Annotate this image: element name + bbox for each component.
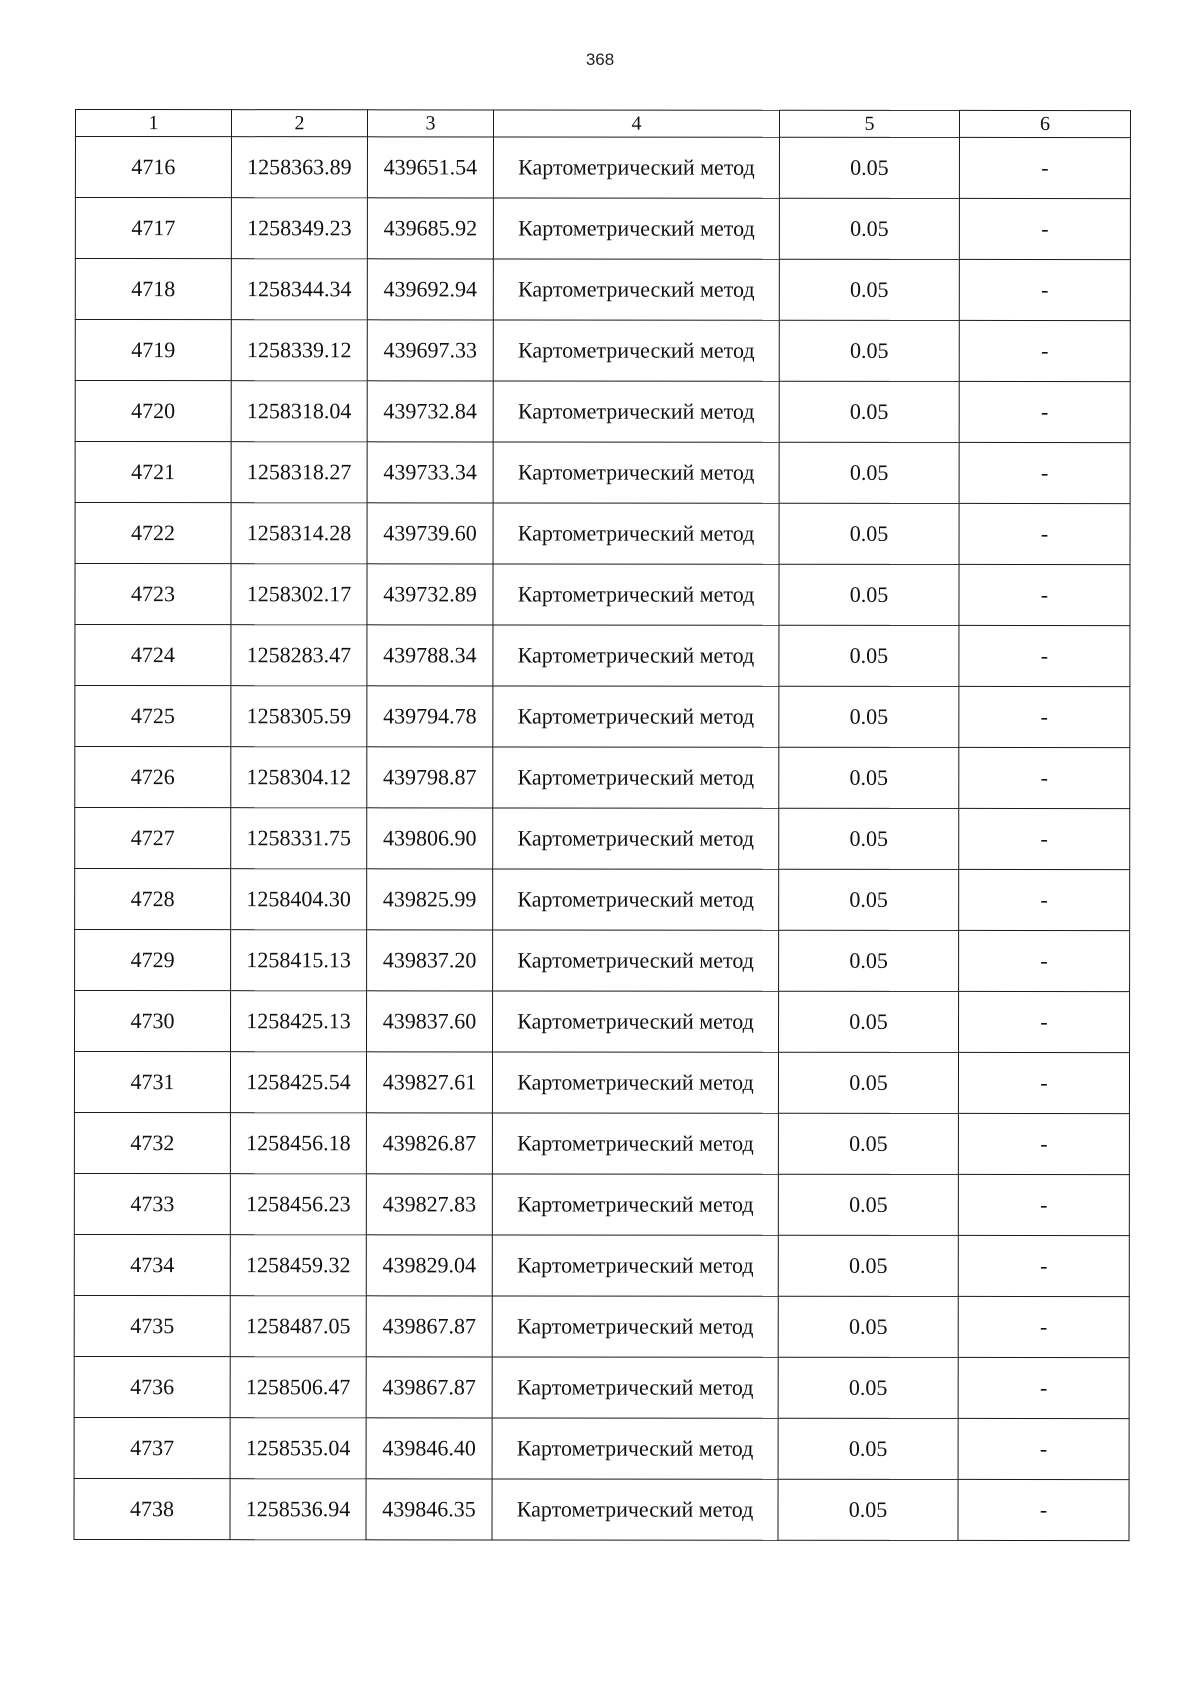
x-coordinate-cell: 1258331.75: [231, 808, 367, 869]
x-coordinate-cell: 1258536.94: [230, 1479, 366, 1540]
accuracy-cell: 0.05: [779, 564, 959, 625]
description-cell: -: [959, 320, 1130, 381]
table-row: [75, 442, 1130, 504]
table-row: [75, 137, 1130, 199]
accuracy-cell: 0.05: [778, 1174, 958, 1235]
point-number-cell: 4718: [75, 259, 231, 320]
coordinates-table: [74, 109, 1131, 1541]
point-number-cell: 4724: [75, 625, 231, 686]
description-cell: -: [959, 137, 1130, 198]
table-row: [75, 564, 1130, 626]
table-row: [75, 869, 1130, 931]
description-cell: -: [959, 564, 1130, 625]
table-row: [75, 259, 1130, 321]
y-coordinate-cell: 439829.04: [366, 1235, 492, 1296]
point-number-cell: 4721: [75, 442, 231, 503]
y-coordinate-cell: 439827.61: [366, 1052, 492, 1113]
x-coordinate-cell: 1258318.27: [231, 442, 367, 503]
description-cell: -: [959, 686, 1130, 747]
x-coordinate-cell: 1258339.12: [231, 320, 367, 381]
description-cell: -: [959, 991, 1130, 1052]
description-cell: -: [958, 1174, 1129, 1235]
y-coordinate-cell: 439825.99: [367, 869, 493, 930]
point-number-cell: 4717: [75, 198, 231, 259]
description-cell: -: [958, 1235, 1129, 1296]
method-cell: Картометрический метод: [493, 808, 779, 869]
description-cell: -: [958, 1357, 1129, 1418]
x-coordinate-cell: 1258506.47: [230, 1357, 366, 1418]
header-cell-3: 3: [367, 110, 493, 137]
description-cell: -: [959, 747, 1130, 808]
accuracy-cell: 0.05: [779, 930, 959, 991]
y-coordinate-cell: 439837.60: [367, 991, 493, 1052]
y-coordinate-cell: 439826.87: [366, 1113, 492, 1174]
method-cell: Картометрический метод: [493, 869, 779, 930]
table-row: [74, 1113, 1129, 1175]
description-cell: -: [959, 503, 1130, 564]
accuracy-cell: 0.05: [779, 381, 959, 442]
accuracy-cell: 0.05: [779, 259, 959, 320]
accuracy-cell: 0.05: [779, 625, 959, 686]
table-row: [75, 747, 1130, 809]
x-coordinate-cell: 1258305.59: [231, 686, 367, 747]
description-cell: -: [959, 625, 1130, 686]
y-coordinate-cell: 439867.87: [366, 1296, 492, 1357]
accuracy-cell: 0.05: [778, 1357, 958, 1418]
y-coordinate-cell: 439732.84: [367, 381, 493, 442]
y-coordinate-cell: 439827.83: [366, 1174, 492, 1235]
x-coordinate-cell: 1258304.12: [231, 747, 367, 808]
description-cell: -: [958, 1296, 1129, 1357]
y-coordinate-cell: 439806.90: [367, 808, 493, 869]
method-cell: Картометрический метод: [492, 1113, 778, 1174]
description-cell: -: [958, 1052, 1129, 1113]
x-coordinate-cell: 1258404.30: [231, 869, 367, 930]
method-cell: Картометрический метод: [492, 1052, 778, 1113]
point-number-cell: 4734: [74, 1234, 230, 1295]
method-cell: Картометрический метод: [493, 381, 779, 442]
header-row: [75, 110, 1130, 138]
table-body: [74, 137, 1130, 1541]
accuracy-cell: 0.05: [779, 869, 959, 930]
point-number-cell: 4725: [75, 686, 231, 747]
point-number-cell: 4726: [75, 747, 231, 808]
description-cell: -: [959, 259, 1130, 320]
x-coordinate-cell: 1258363.89: [231, 137, 367, 198]
table-row: [75, 625, 1130, 687]
description-cell: -: [959, 808, 1130, 869]
point-number-cell: 4727: [75, 808, 231, 869]
table-row: [74, 1052, 1129, 1114]
method-cell: Картометрический метод: [492, 1296, 778, 1357]
header-cell-2: 2: [231, 110, 367, 137]
point-number-cell: 4736: [74, 1356, 230, 1417]
accuracy-cell: 0.05: [779, 442, 959, 503]
method-cell: Картометрический метод: [493, 564, 779, 625]
point-number-cell: 4730: [75, 991, 231, 1052]
x-coordinate-cell: 1258456.18: [230, 1113, 366, 1174]
accuracy-cell: 0.05: [778, 1052, 958, 1113]
table-row: [74, 1417, 1129, 1479]
accuracy-cell: 0.05: [779, 808, 959, 869]
y-coordinate-cell: 439794.78: [367, 686, 493, 747]
y-coordinate-cell: 439798.87: [367, 747, 493, 808]
table-row: [75, 991, 1130, 1053]
description-cell: -: [959, 442, 1130, 503]
accuracy-cell: 0.05: [778, 1479, 958, 1540]
accuracy-cell: 0.05: [779, 198, 959, 259]
method-cell: Картометрический метод: [492, 1174, 778, 1235]
point-number-cell: 4723: [75, 564, 231, 625]
accuracy-cell: 0.05: [778, 1296, 958, 1357]
y-coordinate-cell: 439692.94: [367, 259, 493, 320]
y-coordinate-cell: 439846.35: [366, 1479, 492, 1540]
point-number-cell: 4733: [74, 1174, 230, 1235]
description-cell: -: [959, 930, 1130, 991]
method-cell: Картометрический метод: [493, 503, 779, 564]
point-number-cell: 4728: [75, 869, 231, 930]
accuracy-cell: 0.05: [778, 1235, 958, 1296]
y-coordinate-cell: 439867.87: [366, 1357, 492, 1418]
point-number-cell: 4729: [75, 930, 231, 991]
x-coordinate-cell: 1258456.23: [230, 1174, 366, 1235]
y-coordinate-cell: 439685.92: [367, 198, 493, 259]
accuracy-cell: 0.05: [779, 686, 959, 747]
description-cell: -: [959, 381, 1130, 442]
description-cell: -: [959, 198, 1130, 259]
page-number: 368: [585, 50, 615, 69]
y-coordinate-cell: 439739.60: [367, 503, 493, 564]
table-row: [74, 1478, 1129, 1540]
table-row: [74, 1234, 1129, 1296]
accuracy-cell: 0.05: [778, 1418, 958, 1479]
method-cell: Картометрический метод: [493, 930, 779, 991]
y-coordinate-cell: 439788.34: [367, 625, 493, 686]
y-coordinate-cell: 439846.40: [366, 1418, 492, 1479]
point-number-cell: 4738: [74, 1478, 230, 1539]
x-coordinate-cell: 1258425.54: [230, 1052, 366, 1113]
accuracy-cell: 0.05: [779, 991, 959, 1052]
method-cell: Картометрический метод: [493, 686, 779, 747]
table-row: [75, 808, 1130, 870]
x-coordinate-cell: 1258318.04: [231, 381, 367, 442]
method-cell: Картометрический метод: [493, 198, 779, 259]
x-coordinate-cell: 1258283.47: [231, 625, 367, 686]
y-coordinate-cell: 439837.20: [367, 930, 493, 991]
description-cell: -: [958, 1113, 1129, 1174]
accuracy-cell: 0.05: [779, 747, 959, 808]
method-cell: Картометрический метод: [493, 625, 779, 686]
header-cell-6: 6: [959, 110, 1130, 137]
table-row: [75, 503, 1130, 565]
table-row: [75, 198, 1130, 260]
table-row: [74, 1295, 1129, 1357]
table-row: [74, 1356, 1129, 1418]
method-cell: Картометрический метод: [492, 1418, 778, 1479]
point-number-cell: 4719: [75, 320, 231, 381]
method-cell: Картометрический метод: [493, 442, 779, 503]
accuracy-cell: 0.05: [779, 137, 959, 198]
header-cell-5: 5: [779, 110, 959, 137]
point-number-cell: 4720: [75, 381, 231, 442]
y-coordinate-cell: 439697.33: [367, 320, 493, 381]
x-coordinate-cell: 1258344.34: [231, 259, 367, 320]
y-coordinate-cell: 439651.54: [367, 137, 493, 198]
method-cell: Картометрический метод: [493, 991, 779, 1052]
x-coordinate-cell: 1258314.28: [231, 503, 367, 564]
method-cell: Картометрический метод: [493, 747, 779, 808]
x-coordinate-cell: 1258349.23: [231, 198, 367, 259]
description-cell: -: [958, 1479, 1129, 1540]
accuracy-cell: 0.05: [779, 320, 959, 381]
y-coordinate-cell: 439732.89: [367, 564, 493, 625]
x-coordinate-cell: 1258535.04: [230, 1418, 366, 1479]
table-row: [75, 320, 1130, 382]
x-coordinate-cell: 1258487.05: [230, 1296, 366, 1357]
y-coordinate-cell: 439733.34: [367, 442, 493, 503]
x-coordinate-cell: 1258425.13: [231, 991, 367, 1052]
point-number-cell: 4716: [75, 137, 231, 198]
accuracy-cell: 0.05: [778, 1113, 958, 1174]
method-cell: Картометрический метод: [492, 1235, 778, 1296]
method-cell: Картометрический метод: [493, 320, 779, 381]
point-number-cell: 4735: [74, 1295, 230, 1356]
table-header: [75, 110, 1130, 138]
accuracy-cell: 0.05: [779, 503, 959, 564]
table-row: [75, 930, 1130, 992]
description-cell: -: [958, 1418, 1129, 1479]
x-coordinate-cell: 1258415.13: [231, 930, 367, 991]
table-row: [75, 686, 1130, 748]
table-row: [75, 381, 1130, 443]
table-row: [74, 1174, 1129, 1236]
description-cell: -: [959, 869, 1130, 930]
x-coordinate-cell: 1258459.32: [230, 1235, 366, 1296]
point-number-cell: 4732: [74, 1113, 230, 1174]
point-number-cell: 4722: [75, 503, 231, 564]
method-cell: Картометрический метод: [492, 1479, 778, 1540]
method-cell: Картометрический метод: [493, 259, 779, 320]
method-cell: Картометрический метод: [493, 137, 779, 198]
point-number-cell: 4731: [74, 1052, 230, 1113]
header-cell-4: 4: [493, 110, 779, 137]
point-number-cell: 4737: [74, 1417, 230, 1478]
header-cell-1: 1: [75, 110, 231, 137]
x-coordinate-cell: 1258302.17: [231, 564, 367, 625]
method-cell: Картометрический метод: [492, 1357, 778, 1418]
